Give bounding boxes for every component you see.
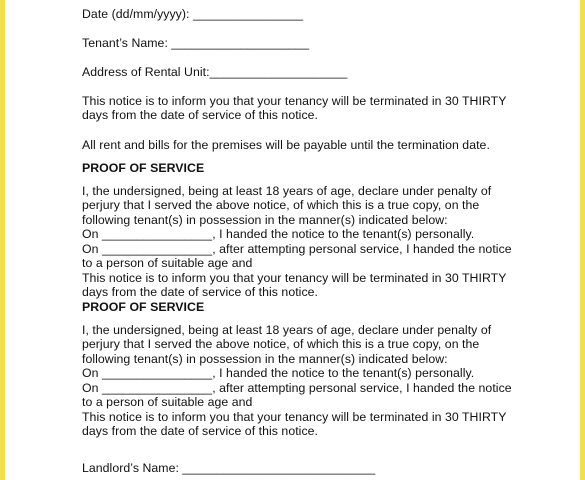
declaration-line: I, the undersigned, being at least 18 years of age, declare under penalty of bbox=[82, 323, 492, 337]
notice-paragraph-line: This notice is to inform you that your tenancy will be terminated in 30 THIRTY bbox=[82, 94, 507, 108]
notice-paragraph-line: days from the date of service of this notice. bbox=[82, 285, 319, 299]
service-substitute-line: to a person of suitable age and bbox=[82, 256, 253, 270]
proof-of-service-heading: PROOF OF SERVICE bbox=[82, 300, 205, 314]
notice-paragraph-line: days from the date of service of this notice. bbox=[82, 108, 319, 122]
service-personal-line: On ________________, I handed the notice to the tenant(s) personally. bbox=[82, 366, 475, 380]
proof-of-service-heading: PROOF OF SERVICE bbox=[82, 161, 205, 175]
service-personal-line: On ________________, I handed the notice to the tenant(s) personally. bbox=[82, 227, 475, 241]
declaration-line: I, the undersigned, being at least 18 years of age, declare under penalty of bbox=[82, 184, 492, 198]
service-substitute-line: to a person of suitable age and bbox=[82, 395, 253, 409]
service-substitute-line: On ________________, after attempting personal service, I handed the notice bbox=[82, 242, 512, 256]
tenant-name-line: Tenant’s Name: ____________________ bbox=[82, 36, 310, 50]
date-field-line: Date (dd/mm/yyyy): ________________ bbox=[82, 7, 304, 21]
declaration-line: perjury that I served the above notice, of which this is a true copy, on the bbox=[82, 337, 480, 351]
rent-bills-line: All rent and bills for the premises will be payable until the termination date. bbox=[82, 138, 490, 152]
notice-paragraph-line: days from the date of service of this notice. bbox=[82, 424, 319, 438]
landlord-name-line: Landlord’s Name: ____________________________ bbox=[82, 461, 376, 475]
notice-paragraph-line: This notice is to inform you that your tenancy will be terminated in 30 THIRTY bbox=[82, 410, 507, 424]
declaration-line: perjury that I served the above notice, of which this is a true copy, on the bbox=[82, 198, 480, 212]
declaration-line: following tenant(s) in possession in the manner(s) indicated below: bbox=[82, 213, 448, 227]
service-substitute-line: On ________________, after attempting personal service, I handed the notice bbox=[82, 381, 512, 395]
notice-paragraph-line: This notice is to inform you that your tenancy will be terminated in 30 THIRTY bbox=[82, 271, 507, 285]
declaration-line: following tenant(s) in possession in the manner(s) indicated below: bbox=[82, 352, 448, 366]
rental-address-line: Address of Rental Unit:____________________ bbox=[82, 65, 348, 79]
